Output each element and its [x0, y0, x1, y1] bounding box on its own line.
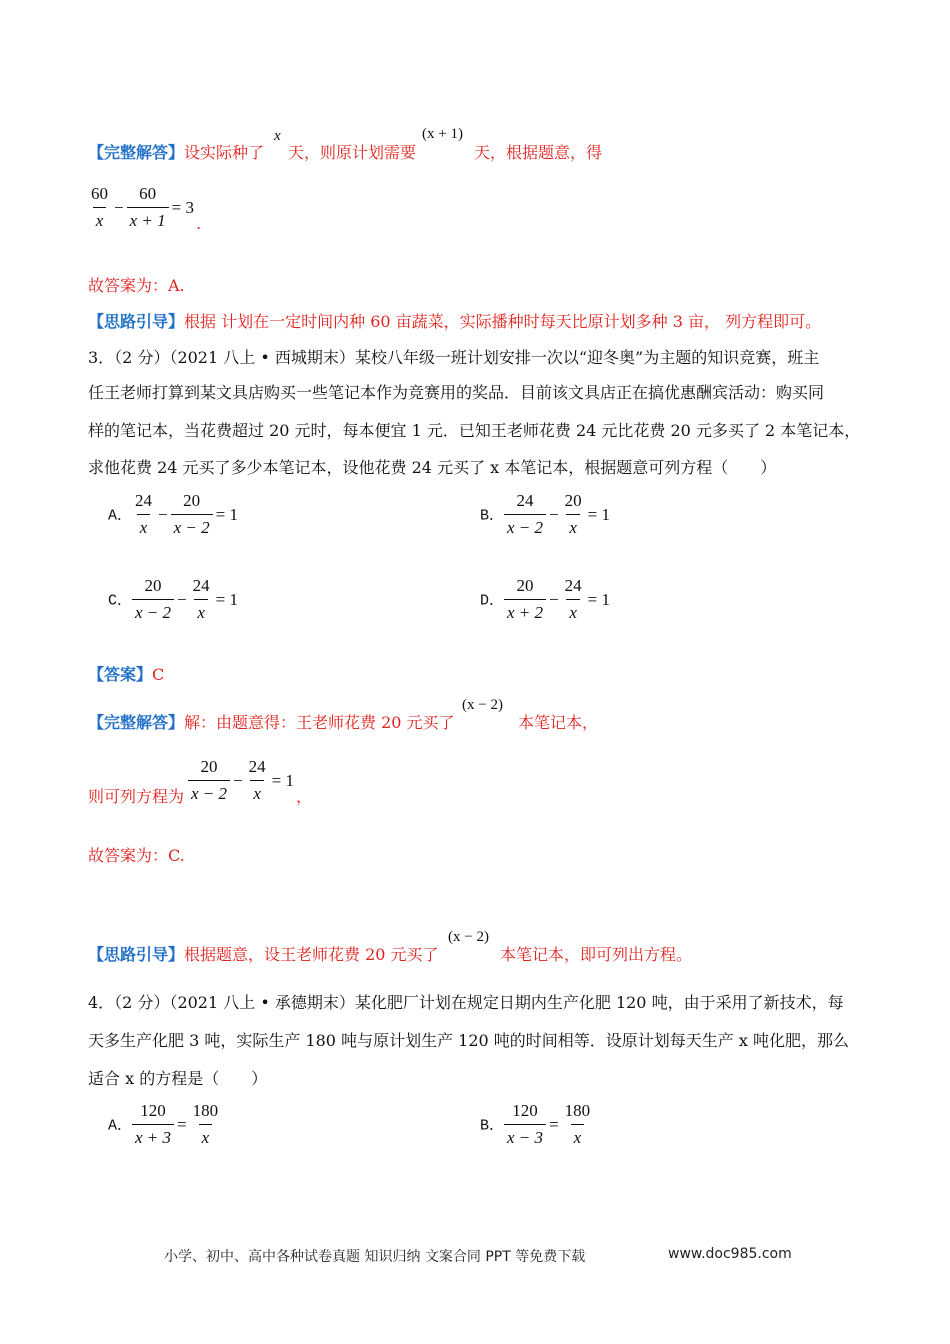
option-b[interactable]: B． $\frac{120}{x - 3}$ = $\frac{180}{x}$: [480, 1100, 593, 1149]
q4-stem-line: 天多生产化肥 3 吨，实际生产 180 吨与原计划生产 120 吨的时间相等．设原计划每天生产 x 吨化肥，那么: [88, 1031, 849, 1050]
solution-tag: 【完整解答】: [88, 713, 185, 732]
q3-solution-line: [88, 713, 455, 733]
solution-tag: 【完整解答】: [88, 143, 185, 162]
q3-stem-line: 求他花费 24 元买了多少本笔记本，设他花费 24 元买了 x 本笔记本，根据题意可列方程（ ）: [88, 458, 777, 477]
footer-url[interactable]: www.doc985.com: [668, 1246, 792, 1262]
option-c[interactable]: C． $\frac{20}{x - 2}$ − $\frac{24}{x}$ = 1: [108, 576, 238, 622]
hint-text: 根据题意，设王老师花费 20 元买了: [184, 945, 439, 964]
solution-text: 设实际种了: [184, 143, 265, 162]
q3-stem-line: 任王老师打算到某文具店购买一些笔记本作为竞赛用的奖品．目前该文具店正在搞优惠酬宾活动：购买同: [88, 383, 825, 402]
math-expression: (x − 2): [462, 697, 503, 713]
fraction: $\frac{20}{x}$: [564, 491, 582, 537]
solution-text: 天，则原计划需要: [288, 143, 417, 162]
fraction: $\frac{120}{x - 3}$: [504, 1100, 546, 1149]
option-a[interactable]: A． $\frac{24}{x}$ − $\frac{20}{x - 2}$ = 1: [108, 491, 238, 537]
fraction: $\frac{60}{x + 1}$: [127, 183, 169, 232]
fraction: $\frac{20}{x + 2}$: [504, 575, 546, 624]
answer-tag: 【答案】: [88, 665, 153, 684]
q3-hint-line: [88, 945, 439, 965]
solution-text: 解：由题意得：王老师花费 20 元买了: [184, 713, 455, 732]
fraction: $\frac{20}{x - 2}$: [171, 490, 213, 539]
fraction: $\frac{180}{x}$: [192, 1101, 219, 1147]
q4-stem-line: 4．（2 分）（2021 八上 • 承德期末）某化肥厂计划在规定日期内生产化肥 120 吨，由于采用了新技术，每: [88, 993, 844, 1012]
answer-line: 故答案为：A.: [88, 276, 185, 295]
math-expression: (x + 1): [422, 126, 463, 142]
fraction: $\frac{20}{x - 2}$: [132, 575, 174, 624]
fraction: $\frac{180}{x}$: [564, 1101, 591, 1147]
q3-stem-line: 样的笔记本，当花费超过 20 元时，每本便宜 1 元．已知王老师花费 24 元比花费 20 元多买了 2 本笔记本，: [88, 421, 861, 440]
option-d[interactable]: D． $\frac{20}{x + 2}$ − $\frac{24}{x}$ = 1: [480, 576, 610, 622]
comma: ，: [296, 787, 313, 806]
q2-solution-line: [88, 143, 264, 163]
fraction: $\frac{20}{x - 2}$: [188, 756, 230, 805]
solution-text: 天，根据题意，得: [474, 143, 603, 162]
math-expression: (x − 2): [448, 929, 489, 945]
answer-line: 故答案为：C.: [88, 846, 185, 865]
fraction: $\frac{120}{x + 3}$: [132, 1100, 174, 1149]
q4-stem-line: 适合 x 的方程是（ ）: [88, 1069, 268, 1088]
then-text: 则可列方程为: [88, 787, 185, 806]
q3-equation: $\frac{20}{x - 2}$ − $\frac{24}{x}$ = 1: [188, 756, 297, 805]
footer-text: 小学、初中、高中各种试卷真题 知识归纳 文案合同 PPT 等免费下载: [164, 1249, 586, 1265]
fraction: $\frac{60}{x}$: [91, 184, 108, 230]
q3-stem-line: 3．（2 分）（2021 八上 • 西城期末）某校八年级一班计划安排一次以“迎冬奥”为主题的知识竞赛，班主: [88, 348, 820, 367]
period: .: [196, 214, 202, 233]
math-var-x: x: [274, 128, 281, 144]
hint-text: 根据 计划在一定时间内种 60 亩蔬菜，实际播种时每天比原计划多种 3 亩， 列方程即可。: [184, 312, 822, 331]
hint-text: 本笔记本，即可列出方程。: [500, 945, 693, 964]
fraction: $\frac{24}{x}$: [248, 757, 266, 803]
solution-text: 本笔记本，: [518, 713, 599, 732]
hint-tag: 【思路引导】: [88, 945, 185, 964]
option-b[interactable]: B． $\frac{24}{x - 2}$ − $\frac{20}{x}$ = 1: [480, 491, 610, 537]
answer-value: C: [152, 665, 165, 684]
q2-equation: $\frac{60}{x}$ − $\frac{60}{x + 1}$ = 3: [88, 183, 197, 232]
fraction: $\frac{24}{x - 2}$: [504, 490, 546, 539]
fraction: $\frac{24}{x}$: [135, 491, 153, 537]
q2-hint-line: [88, 312, 821, 332]
option-a[interactable]: A． $\frac{120}{x + 3}$ = $\frac{180}{x}$: [108, 1100, 221, 1149]
hint-tag: 【思路引导】: [88, 312, 185, 331]
fraction: $\frac{24}{x}$: [192, 576, 210, 622]
fraction: $\frac{24}{x}$: [564, 576, 582, 622]
q3-answer-line: [88, 665, 164, 685]
